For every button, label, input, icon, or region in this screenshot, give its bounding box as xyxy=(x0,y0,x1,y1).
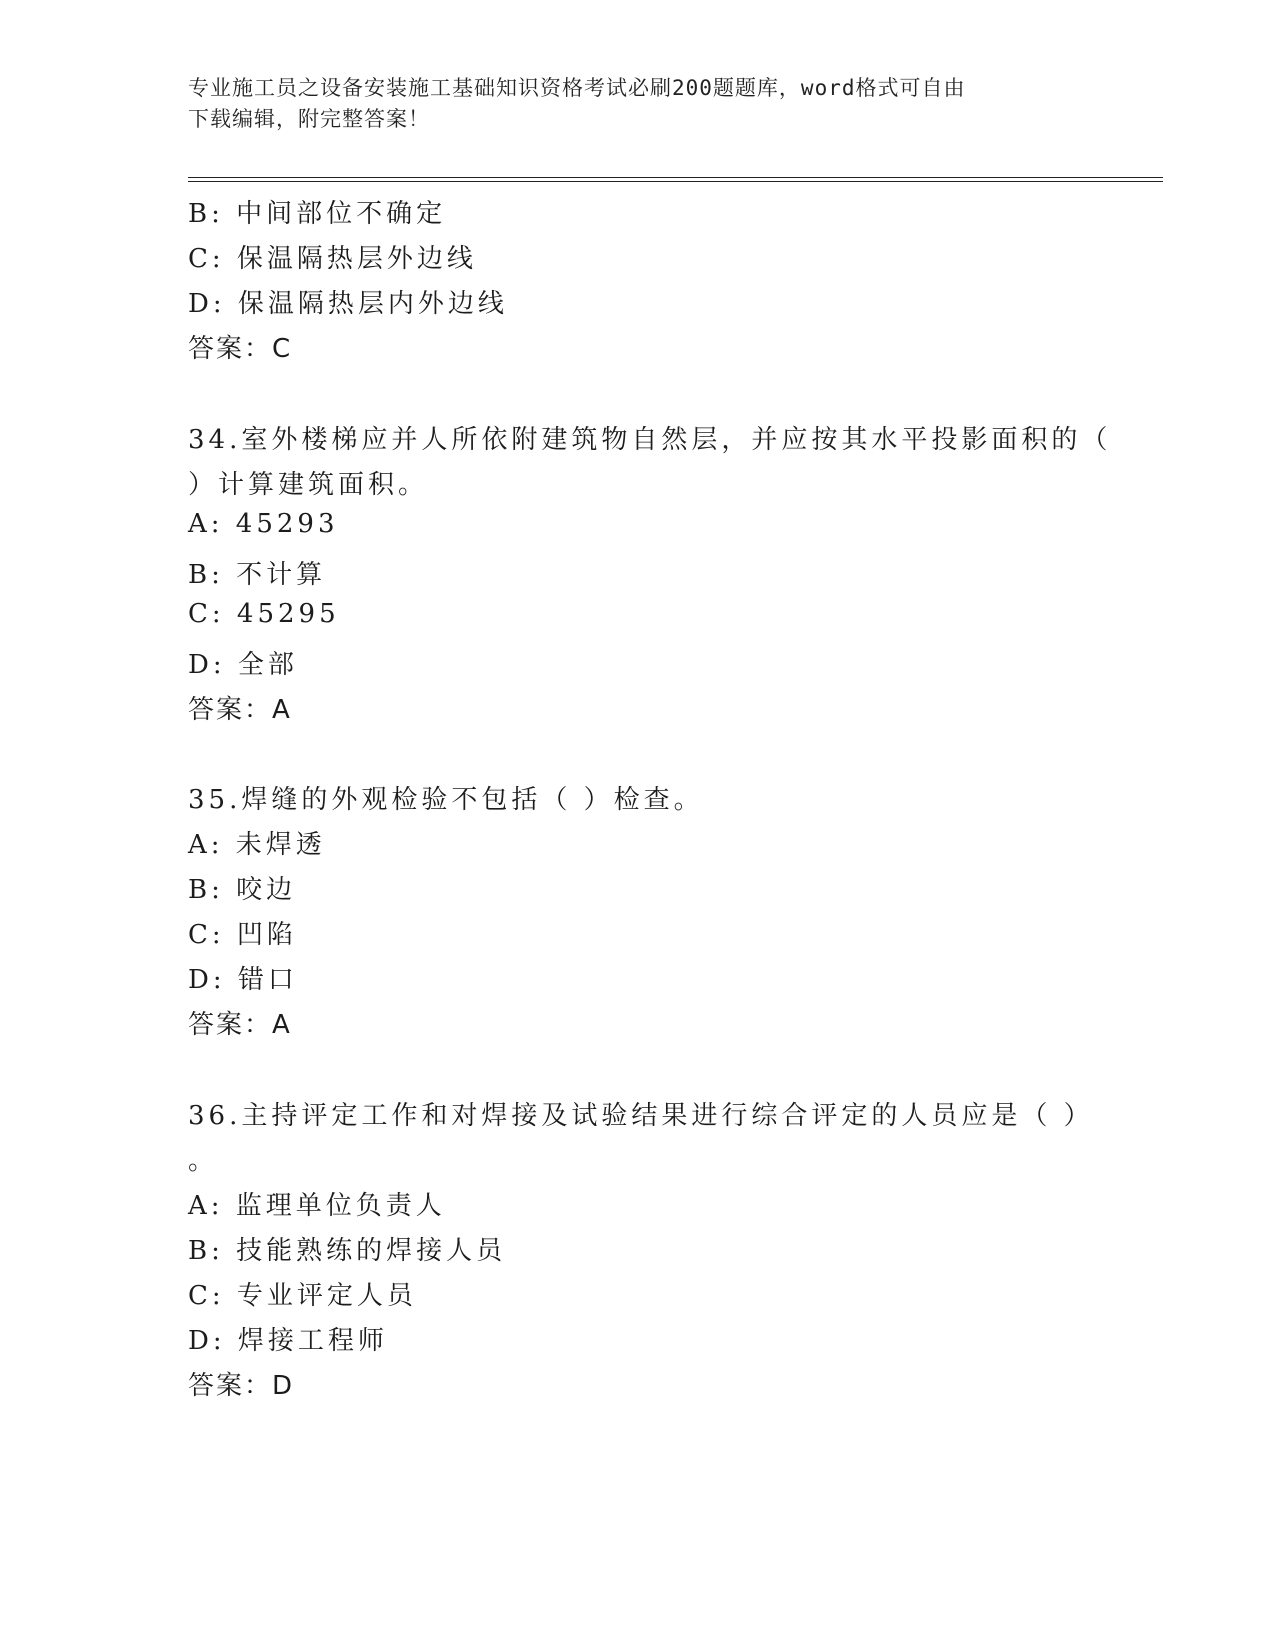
q34-option-c: C: 45295 xyxy=(188,599,340,629)
header-rule-top xyxy=(188,177,1163,178)
q33-option-d: D: 保温隔热层内外边线 xyxy=(188,289,508,319)
q35-option-a: A: 未焊透 xyxy=(188,830,326,860)
q33-option-c: C: 保温隔热层外边线 xyxy=(188,244,477,274)
q35-stem-line-1: 35.焊缝的外观检验不包括（ ）检查。 xyxy=(188,785,704,815)
q34-stem-line-1: 34.室外楼梯应并人所依附建筑物自然层，并应按其水平投影面积的（ xyxy=(188,425,1112,455)
q35-option-b: B: 咬边 xyxy=(188,875,297,905)
q35-option-d: D: 错口 xyxy=(188,965,298,995)
q34-option-d: D: 全部 xyxy=(188,650,298,680)
header-line-1: 专业施工员之设备安装施工基础知识资格考试必刷200题题库，word格式可自由 xyxy=(188,76,966,100)
q36-stem-line-1: 36.主持评定工作和对焊接及试验结果进行综合评定的人员应是（ ） xyxy=(188,1101,1094,1131)
q34-option-b: B: 不计算 xyxy=(188,560,327,590)
q36-option-a: A: 监理单位负责人 xyxy=(188,1191,446,1221)
q36-stem-line-2: 。 xyxy=(188,1146,219,1176)
q33-option-b: B: 中间部位不确定 xyxy=(188,199,447,229)
header-rule-bottom xyxy=(188,181,1163,182)
q36-answer: 答案：D xyxy=(188,1371,295,1401)
document-header xyxy=(188,73,1068,135)
q35-option-c: C: 凹陷 xyxy=(188,920,297,950)
q33-answer: 答案：C xyxy=(188,334,293,364)
q34-stem-line-2: ）计算建筑面积。 xyxy=(188,470,429,500)
q34-answer: 答案：A xyxy=(188,695,292,725)
q36-option-b: B: 技能熟练的焊接人员 xyxy=(188,1236,507,1266)
q36-option-c: C: 专业评定人员 xyxy=(188,1281,417,1311)
q34-option-a: A: 45293 xyxy=(188,509,339,539)
header-line-2: 下载编辑，附完整答案！ xyxy=(188,107,430,131)
q35-answer: 答案：A xyxy=(188,1010,292,1040)
q36-option-d: D: 焊接工程师 xyxy=(188,1326,388,1356)
